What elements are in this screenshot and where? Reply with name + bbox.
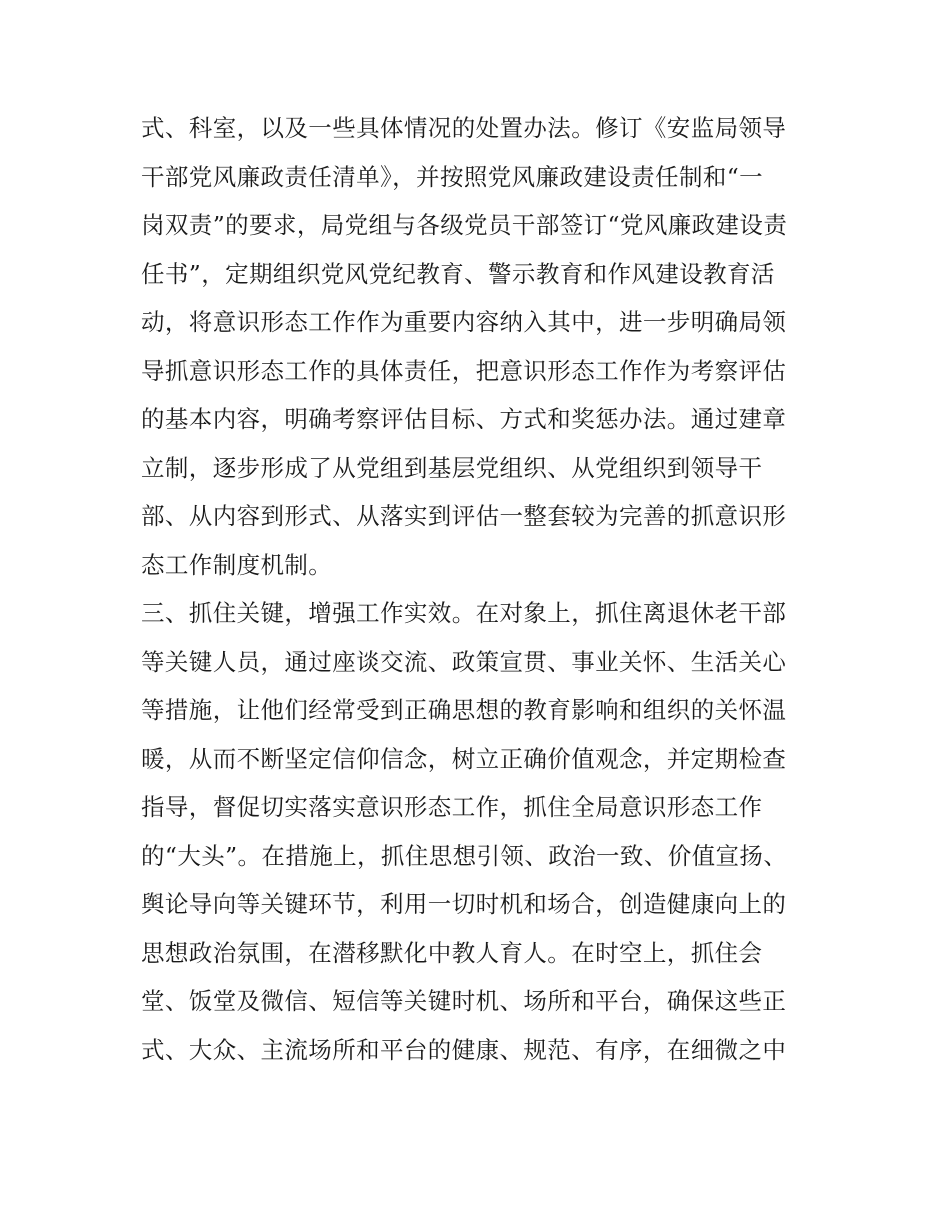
text-line: 式、科室，以及一些具体情况的处置办法。修订《安监局领导 — [141, 114, 787, 142]
text-line: 思想政治氛围，在潜移默化中教人育人。在时空上，抓住会 — [141, 938, 763, 967]
text-line: 的“大头”。在措施上，抓住思想引领、政治一致、价值宣扬、 — [141, 841, 788, 870]
text-line: 堂、饭堂及微信、短信等关键时机、场所和平台，确保这些正 — [141, 987, 787, 1015]
text-line: 等关键人员，通过座谈交流、政策宣贯、事业关怀、生活关心 — [141, 647, 787, 676]
text-line: 式、大众、主流场所和平台的健康、规范、有序，在细微之中 — [141, 1035, 787, 1064]
text-line: 导抓意识形态工作的具体责任，把意识形态工作作为考察评估 — [141, 356, 787, 385]
text-line: 暖，从而不断坚定信仰信念，树立正确价值观念，并定期检查 — [141, 744, 787, 773]
text-line: 态工作制度机制。 — [141, 550, 333, 579]
body-text — [141, 104, 821, 1074]
text-line: 部、从内容到形式、从落实到评估一整套较为完善的抓意识形 — [141, 502, 787, 530]
text-line: 干部党风廉政责任清单》，并按照党风廉政建设责任制和“一 — [141, 162, 764, 191]
text-line: 舆论导向等关键环节，利用一切时机和场合，创造健康向上的 — [141, 890, 787, 918]
text-line: 任书”，定期组织党风党纪教育、警示教育和作风建设教育活 — [141, 259, 775, 288]
section-heading-line: 三、抓住关键，增强工作实效。在对象上，抓住离退休老干部 — [141, 599, 787, 627]
text-line: 岗双责”的要求，局党组与各级党员干部签订“党风廉政建设责 — [141, 211, 788, 239]
text-line: 动，将意识形态工作作为重要内容纳入其中，进一步明确局领 — [141, 308, 787, 336]
text-line: 等措施，让他们经常受到正确思想的教育影响和组织的关怀温 — [141, 696, 787, 724]
text-line: 立制，逐步形成了从党组到基层党组织、从党组织到领导干 — [141, 453, 763, 482]
text-line: 指导，督促切实落实意识形态工作，抓住全局意识形态工作 — [141, 793, 763, 821]
text-line: 的基本内容，明确考察评估目标、方式和奖惩办法。通过建章 — [141, 405, 787, 433]
